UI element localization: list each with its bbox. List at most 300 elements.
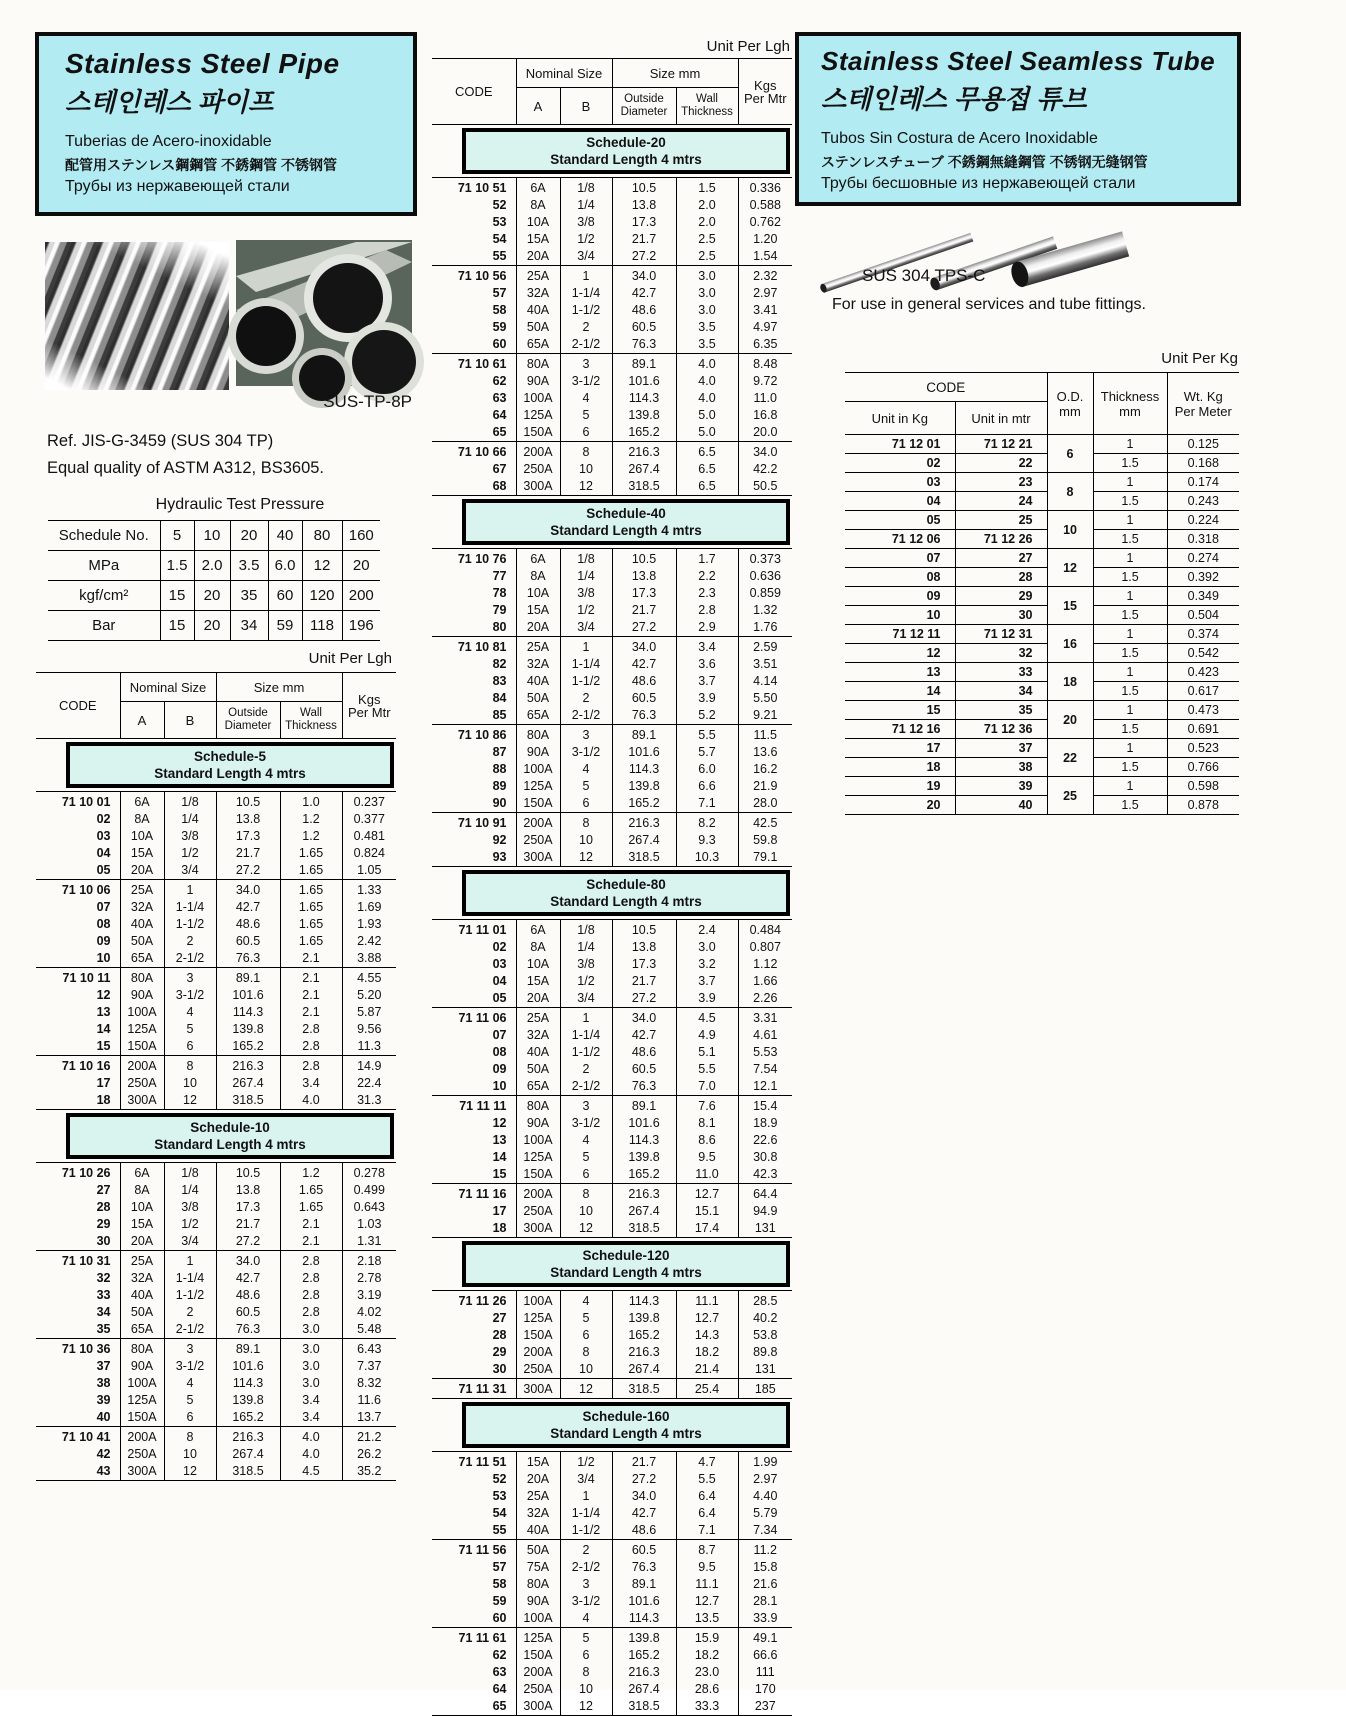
col-unit-in-mtr: Unit in mtr: [955, 402, 1047, 435]
code-mtr-cell: 33: [955, 663, 1047, 682]
kgs-per-mtr-cell: 11.0: [738, 390, 792, 407]
pipe-row: [432, 1379, 792, 1399]
tube-row: [845, 777, 1239, 796]
nominal-b-cell: 2-1/2: [560, 707, 612, 725]
col-size-mm: Size mm: [216, 673, 342, 702]
pipe-row: [36, 1409, 396, 1427]
outside-diameter-cell: 318.5: [612, 1220, 676, 1238]
nominal-b-cell: 2: [560, 319, 612, 336]
pipe-row: [432, 1061, 792, 1078]
pipe-row: [432, 319, 792, 336]
wall-thickness-cell: 2.9: [676, 619, 738, 637]
pipe-row: [432, 461, 792, 478]
nominal-b-cell: 6: [560, 1166, 612, 1184]
outside-diameter-cell: 42.7: [612, 656, 676, 673]
code-cell: 59: [492, 1594, 507, 1608]
kgs-per-mtr-cell: 94.9: [738, 1203, 792, 1220]
code-cell: 58: [492, 1577, 507, 1591]
nominal-a-cell: 150A: [120, 1038, 164, 1056]
schedule-subtitle: Standard Length 4 mtrs: [550, 1426, 702, 1441]
wall-thickness-cell: 2.1: [280, 950, 342, 968]
pipe-row: [432, 585, 792, 602]
outside-diameter-cell: 21.7: [216, 1216, 280, 1233]
nominal-a-cell: 200A: [516, 442, 560, 462]
outside-diameter-cell: 34.0: [612, 266, 676, 286]
pipe-row: [36, 1004, 396, 1021]
wall-thickness-cell: 1.0: [280, 792, 342, 812]
pipe-row: [432, 373, 792, 390]
wall-thickness-cell: 5.5: [676, 1471, 738, 1488]
nominal-b-cell: 1: [560, 1008, 612, 1028]
outside-diameter-cell: 27.2: [612, 1471, 676, 1488]
pressure-value-cell: 200: [342, 581, 380, 611]
col-wall-line1: Wall: [696, 93, 718, 105]
pipe-row: [432, 1027, 792, 1044]
nominal-a-cell: 25A: [516, 1008, 560, 1028]
pipe-row: [432, 248, 792, 266]
nominal-a-cell: 6A: [516, 178, 560, 198]
kgs-per-mtr-cell: 21.2: [342, 1427, 396, 1447]
thickness-cell: 1.5: [1093, 644, 1167, 663]
kgs-per-mtr-cell: 0.373: [738, 549, 792, 569]
outside-diameter-cell: 21.7: [612, 1452, 676, 1472]
nominal-b-cell: 12: [560, 1379, 612, 1399]
code-cell: 55: [492, 249, 507, 263]
col-thickness-line1: Thickness: [1100, 388, 1160, 404]
pipe-table-head: [432, 59, 792, 125]
outside-diameter-cell: 114.3: [612, 761, 676, 778]
wall-thickness-cell: 1.65: [280, 845, 342, 862]
code-kg-cell: 19: [845, 777, 955, 796]
wt-cell: 0.274: [1167, 549, 1239, 568]
kgs-per-mtr-cell: 4.97: [738, 319, 792, 336]
pressure-value-cell: 3.5: [230, 551, 268, 581]
code-mtr-cell: 29: [955, 587, 1047, 606]
pipe-row: [36, 916, 396, 933]
code-cell: 64: [492, 1682, 507, 1696]
wall-thickness-cell: 10.3: [676, 849, 738, 867]
kgs-per-mtr-cell: 53.8: [738, 1327, 792, 1344]
col-kgs-line2: Per Mtr: [743, 90, 787, 106]
wall-thickness-cell: 14.3: [676, 1327, 738, 1344]
col-od-line1: O.D.: [1056, 388, 1084, 404]
code-cell: 71 11 06: [432, 1008, 516, 1028]
outside-diameter-cell: 139.8: [216, 1021, 280, 1038]
nominal-b-cell: 3: [560, 1576, 612, 1593]
code-cell: 07: [96, 900, 111, 914]
thickness-cell: 1.5: [1093, 492, 1167, 511]
kgs-per-mtr-cell: 0.278: [342, 1163, 396, 1183]
nominal-a-cell: 80A: [516, 1096, 560, 1116]
kgs-per-mtr-cell: 1.33: [342, 880, 396, 900]
nominal-a-cell: 80A: [120, 1339, 164, 1359]
nominal-a-cell: 6A: [120, 792, 164, 812]
tube-title-russian: Трубы бесшовные из нержавеющей стали: [821, 175, 1136, 192]
nominal-a-cell: 150A: [516, 424, 560, 442]
code-kg-cell: 08: [845, 568, 955, 587]
kgs-per-mtr-cell: 13.6: [738, 744, 792, 761]
outside-diameter-cell: 17.3: [612, 585, 676, 602]
kgs-per-mtr-cell: 0.481: [342, 828, 396, 845]
nominal-a-cell: 25A: [516, 1488, 560, 1505]
code-cell: 02: [492, 940, 507, 954]
unit-per-lgh-label-left: Unit Per Lgh: [308, 650, 392, 667]
pipe-row: [432, 1361, 792, 1379]
code-kg-cell: 71 12 16: [845, 720, 955, 739]
outside-diameter-cell: 216.3: [612, 1344, 676, 1361]
nominal-b-cell: 3: [560, 725, 612, 745]
wt-cell: 0.243: [1167, 492, 1239, 511]
kgs-per-mtr-cell: 34.0: [738, 442, 792, 462]
outside-diameter-cell: 13.8: [612, 197, 676, 214]
pipe-row: [432, 1096, 792, 1116]
pipe-row: [432, 1291, 792, 1311]
nominal-b-cell: 8: [164, 1056, 216, 1076]
pipe-row: [432, 707, 792, 725]
nominal-a-cell: 300A: [516, 849, 560, 867]
nominal-b-cell: 1/8: [560, 920, 612, 940]
nominal-a-cell: 8A: [120, 1182, 164, 1199]
nominal-a-cell: 300A: [120, 1463, 164, 1481]
code-cell: 29: [96, 1217, 111, 1231]
wall-thickness-cell: 11.1: [676, 1576, 738, 1593]
code-cell: 33: [96, 1288, 111, 1302]
kgs-per-mtr-cell: 0.807: [738, 939, 792, 956]
col-od-mm: [1047, 373, 1093, 435]
pipe-row: [432, 424, 792, 442]
kgs-per-mtr-cell: 49.1: [738, 1628, 792, 1648]
wall-thickness-cell: 1.2: [280, 828, 342, 845]
outside-diameter-cell: 76.3: [612, 707, 676, 725]
wall-thickness-cell: 11.1: [676, 1291, 738, 1311]
nominal-b-cell: 10: [560, 1203, 612, 1220]
nominal-b-cell: 10: [560, 1361, 612, 1379]
kgs-per-mtr-cell: 59.8: [738, 832, 792, 849]
outside-diameter-cell: 89.1: [612, 354, 676, 374]
nominal-b-cell: 1-1/4: [164, 1270, 216, 1287]
thickness-cell: 1.5: [1093, 796, 1167, 815]
col-od-line1: Outside: [228, 707, 268, 719]
nominal-a-cell: 15A: [516, 973, 560, 990]
code-cell: 71 11 26: [432, 1291, 516, 1311]
nominal-a-cell: 100A: [516, 1132, 560, 1149]
pipe-row: [36, 1233, 396, 1251]
pipe-row: [432, 1576, 792, 1593]
wall-thickness-cell: 7.1: [676, 1522, 738, 1540]
wall-thickness-cell: 4.0: [676, 390, 738, 407]
nominal-a-cell: 50A: [516, 319, 560, 336]
kgs-per-mtr-cell: 3.31: [738, 1008, 792, 1028]
code-kg-cell: 05: [845, 511, 955, 530]
code-cell: 07: [492, 1028, 507, 1042]
pipe-row: [36, 1075, 396, 1092]
wall-thickness-cell: 3.0: [676, 302, 738, 319]
nominal-b-cell: 10: [560, 832, 612, 849]
code-cell: 02: [96, 812, 111, 826]
pipe-table-schedule-5-10: [36, 672, 396, 1481]
kgs-per-mtr-cell: 9.72: [738, 373, 792, 390]
schedule-banner: [462, 1241, 790, 1287]
pipe-row: [432, 478, 792, 496]
outside-diameter-cell: 89.1: [216, 968, 280, 988]
wall-thickness-cell: 18.2: [676, 1344, 738, 1361]
pipe-row: [36, 1339, 396, 1359]
col-nominal-size: Nominal Size: [120, 673, 216, 702]
col-code: CODE: [36, 673, 120, 739]
code-mtr-cell: 34: [955, 682, 1047, 701]
nominal-a-cell: 50A: [516, 690, 560, 707]
pipe-row: [432, 725, 792, 745]
wt-cell: 0.168: [1167, 454, 1239, 473]
outside-diameter-cell: 60.5: [216, 933, 280, 950]
wall-thickness-cell: 2.8: [280, 1056, 342, 1076]
kgs-per-mtr-cell: 2.97: [738, 1471, 792, 1488]
nominal-a-cell: 80A: [516, 725, 560, 745]
thickness-cell: 1.5: [1093, 606, 1167, 625]
outside-diameter-cell: 48.6: [216, 916, 280, 933]
wall-thickness-cell: 13.5: [676, 1610, 738, 1628]
nominal-b-cell: 2: [560, 1540, 612, 1560]
outside-diameter-cell: 60.5: [216, 1304, 280, 1321]
nominal-b-cell: 1: [560, 266, 612, 286]
code-mtr-cell: 28: [955, 568, 1047, 587]
code-kg-cell: 10: [845, 606, 955, 625]
code-cell: 71 10 01: [36, 792, 120, 812]
kgs-per-mtr-cell: 15.4: [738, 1096, 792, 1116]
pressure-value-cell: 20: [194, 581, 230, 611]
schedule-title: Schedule-10: [190, 1120, 270, 1135]
wall-thickness-cell: 9.5: [676, 1149, 738, 1166]
code-kg-cell: 03: [845, 473, 955, 492]
pipe-row: [36, 845, 396, 862]
pipe-row: [432, 1008, 792, 1028]
wt-cell: 0.617: [1167, 682, 1239, 701]
pipe-row: [432, 1610, 792, 1628]
nominal-b-cell: 5: [560, 1149, 612, 1166]
kgs-per-mtr-cell: 15.8: [738, 1559, 792, 1576]
tube-usage-note: For use in general services and tube fittings.: [832, 296, 1146, 313]
pressure-value-cell: 160: [342, 521, 380, 551]
code-cell: 71 10 61: [432, 354, 516, 374]
pipe-row: [432, 442, 792, 462]
outside-diameter-cell: 101.6: [216, 1358, 280, 1375]
thickness-cell: 1: [1093, 473, 1167, 492]
kgs-per-mtr-cell: 22.6: [738, 1132, 792, 1149]
pipe-row: [36, 1304, 396, 1321]
code-kg-cell: 71 12 06: [845, 530, 955, 549]
code-cell: 12: [492, 1116, 507, 1130]
nominal-b-cell: 8: [164, 1427, 216, 1447]
code-cell: 71 10 86: [432, 725, 516, 745]
code-cell: 68: [492, 479, 507, 493]
outside-diameter-cell: 42.7: [216, 1270, 280, 1287]
hydraulic-test-pressure-table: [48, 520, 380, 641]
kgs-per-mtr-cell: 33.9: [738, 1610, 792, 1628]
wall-thickness-cell: 4.7: [676, 1452, 738, 1472]
nominal-a-cell: 65A: [516, 707, 560, 725]
kgs-per-mtr-cell: 3.41: [738, 302, 792, 319]
code-mtr-cell: 71 12 31: [955, 625, 1047, 644]
tube-row: [845, 663, 1239, 682]
code-cell: 58: [492, 303, 507, 317]
wall-thickness-cell: 9.5: [676, 1559, 738, 1576]
code-cell: 71 10 76: [432, 549, 516, 569]
pipe-row: [432, 1698, 792, 1716]
nominal-a-cell: 10A: [516, 214, 560, 231]
kgs-per-mtr-cell: 5.53: [738, 1044, 792, 1061]
pressure-value-cell: 6.0: [268, 551, 302, 581]
nominal-b-cell: 4: [560, 390, 612, 407]
code-cell: 08: [492, 1045, 507, 1059]
unit-per-lgh-label-middle: Unit Per Lgh: [706, 38, 790, 55]
nominal-a-cell: 10A: [120, 828, 164, 845]
wall-thickness-cell: 3.6: [676, 656, 738, 673]
pipe-row: [36, 968, 396, 988]
wall-thickness-cell: 5.2: [676, 707, 738, 725]
outside-diameter-cell: 318.5: [216, 1463, 280, 1481]
nominal-b-cell: 3-1/2: [560, 744, 612, 761]
col-kgs-line1: Kgs: [754, 77, 777, 93]
nominal-b-cell: 1: [560, 1488, 612, 1505]
thickness-cell: 1: [1093, 739, 1167, 758]
kgs-per-mtr-cell: 1.12: [738, 956, 792, 973]
schedule-subtitle: Standard Length 4 mtrs: [550, 523, 702, 538]
code-cell: 60: [492, 337, 507, 351]
outside-diameter-cell: 216.3: [612, 1184, 676, 1204]
code-cell: 09: [492, 1062, 507, 1076]
code-cell: 71 11 31: [432, 1379, 516, 1399]
code-cell: 15: [492, 1167, 507, 1181]
code-cell: 54: [492, 232, 507, 246]
outside-diameter-cell: 139.8: [612, 1149, 676, 1166]
nominal-a-cell: 40A: [120, 916, 164, 933]
pressure-value-cell: 196: [342, 611, 380, 641]
nominal-a-cell: 32A: [516, 285, 560, 302]
wall-thickness-cell: 12.7: [676, 1593, 738, 1610]
code-mtr-cell: 25: [955, 511, 1047, 530]
kgs-per-mtr-cell: 3.88: [342, 950, 396, 968]
code-cell: 40: [96, 1410, 111, 1424]
pipe-row: [432, 813, 792, 833]
outside-diameter-cell: 216.3: [612, 813, 676, 833]
wall-thickness-cell: 1.65: [280, 862, 342, 880]
tube-row: [845, 625, 1239, 644]
outside-diameter-cell: 10.5: [612, 549, 676, 569]
kgs-per-mtr-cell: 2.32: [738, 266, 792, 286]
code-kg-cell: 20: [845, 796, 955, 815]
od-cell: 10: [1047, 511, 1093, 549]
outside-diameter-cell: 60.5: [612, 319, 676, 336]
pipe-row: [432, 266, 792, 286]
wall-thickness-cell: 1.5: [676, 178, 738, 198]
nominal-b-cell: 3/4: [560, 619, 612, 637]
nominal-b-cell: 3-1/2: [164, 987, 216, 1004]
wt-cell: 0.374: [1167, 625, 1239, 644]
kgs-per-mtr-cell: 50.5: [738, 478, 792, 496]
code-cell: 52: [492, 1472, 507, 1486]
nominal-a-cell: 150A: [516, 795, 560, 813]
nominal-b-cell: 10: [164, 1446, 216, 1463]
wt-cell: 0.766: [1167, 758, 1239, 777]
wall-thickness-cell: 3.7: [676, 973, 738, 990]
pipe-row: [432, 1220, 792, 1238]
nominal-b-cell: 1/8: [164, 792, 216, 812]
pipe-row: [432, 973, 792, 990]
code-cell: 17: [96, 1076, 111, 1090]
pressure-value-cell: 12: [302, 551, 342, 581]
nominal-a-cell: 90A: [120, 1358, 164, 1375]
pipe-row: [432, 637, 792, 657]
code-cell: 32: [96, 1271, 111, 1285]
kgs-per-mtr-cell: 0.762: [738, 214, 792, 231]
od-cell: 16: [1047, 625, 1093, 663]
kgs-per-mtr-cell: 5.48: [342, 1321, 396, 1339]
nominal-a-cell: 15A: [120, 845, 164, 862]
pipe-row: [36, 1038, 396, 1056]
col-wt-line2: Per Meter: [1174, 403, 1232, 419]
wall-thickness-cell: 4.9: [676, 1027, 738, 1044]
outside-diameter-cell: 165.2: [612, 795, 676, 813]
wall-thickness-cell: 1.2: [280, 1163, 342, 1183]
thickness-cell: 1.5: [1093, 682, 1167, 701]
kgs-per-mtr-cell: 237: [738, 1698, 792, 1716]
tube-table-head: [845, 373, 1239, 435]
code-kg-cell: 04: [845, 492, 955, 511]
code-cell: 30: [96, 1234, 111, 1248]
wall-thickness-cell: 6.4: [676, 1505, 738, 1522]
pressure-value-cell: 20: [230, 521, 268, 551]
code-cell: 43: [96, 1464, 111, 1478]
code-cell: 38: [96, 1376, 111, 1390]
code-cell: 17: [492, 1204, 507, 1218]
kgs-per-mtr-cell: 16.2: [738, 761, 792, 778]
tube-row: [845, 530, 1239, 549]
pipe-row: [432, 990, 792, 1008]
nominal-b-cell: 4: [164, 1375, 216, 1392]
kgs-per-mtr-cell: 2.59: [738, 637, 792, 657]
outside-diameter-cell: 165.2: [612, 424, 676, 442]
nominal-a-cell: 6A: [516, 549, 560, 569]
outside-diameter-cell: 216.3: [216, 1427, 280, 1447]
wall-thickness-cell: 5.5: [676, 1061, 738, 1078]
outside-diameter-cell: 165.2: [612, 1166, 676, 1184]
code-cell: 87: [492, 745, 507, 759]
pipe-table-head: [36, 673, 396, 739]
nominal-a-cell: 80A: [516, 1576, 560, 1593]
kgs-per-mtr-cell: 5.20: [342, 987, 396, 1004]
pipe-row: [36, 1199, 396, 1216]
pipe-row: [432, 1681, 792, 1698]
code-cell: 71 10 36: [36, 1339, 120, 1359]
kgs-per-mtr-cell: 11.6: [342, 1392, 396, 1409]
outside-diameter-cell: 101.6: [612, 1593, 676, 1610]
kgs-per-mtr-cell: 4.14: [738, 673, 792, 690]
nominal-b-cell: 6: [560, 1327, 612, 1344]
code-cell: 57: [492, 1560, 507, 1574]
code-cell: 71 10 31: [36, 1251, 120, 1271]
pipe-row: [432, 849, 792, 867]
wall-thickness-cell: 7.0: [676, 1078, 738, 1096]
outside-diameter-cell: 27.2: [216, 1233, 280, 1251]
nominal-a-cell: 32A: [516, 1505, 560, 1522]
col-wall-line2: Thickness: [285, 720, 337, 732]
outside-diameter-cell: 17.3: [216, 1199, 280, 1216]
outside-diameter-cell: 27.2: [612, 990, 676, 1008]
code-cell: 62: [492, 374, 507, 388]
thickness-cell: 1: [1093, 701, 1167, 720]
code-cell: 34: [96, 1305, 111, 1319]
col-thickness-line2: mm: [1119, 403, 1141, 419]
